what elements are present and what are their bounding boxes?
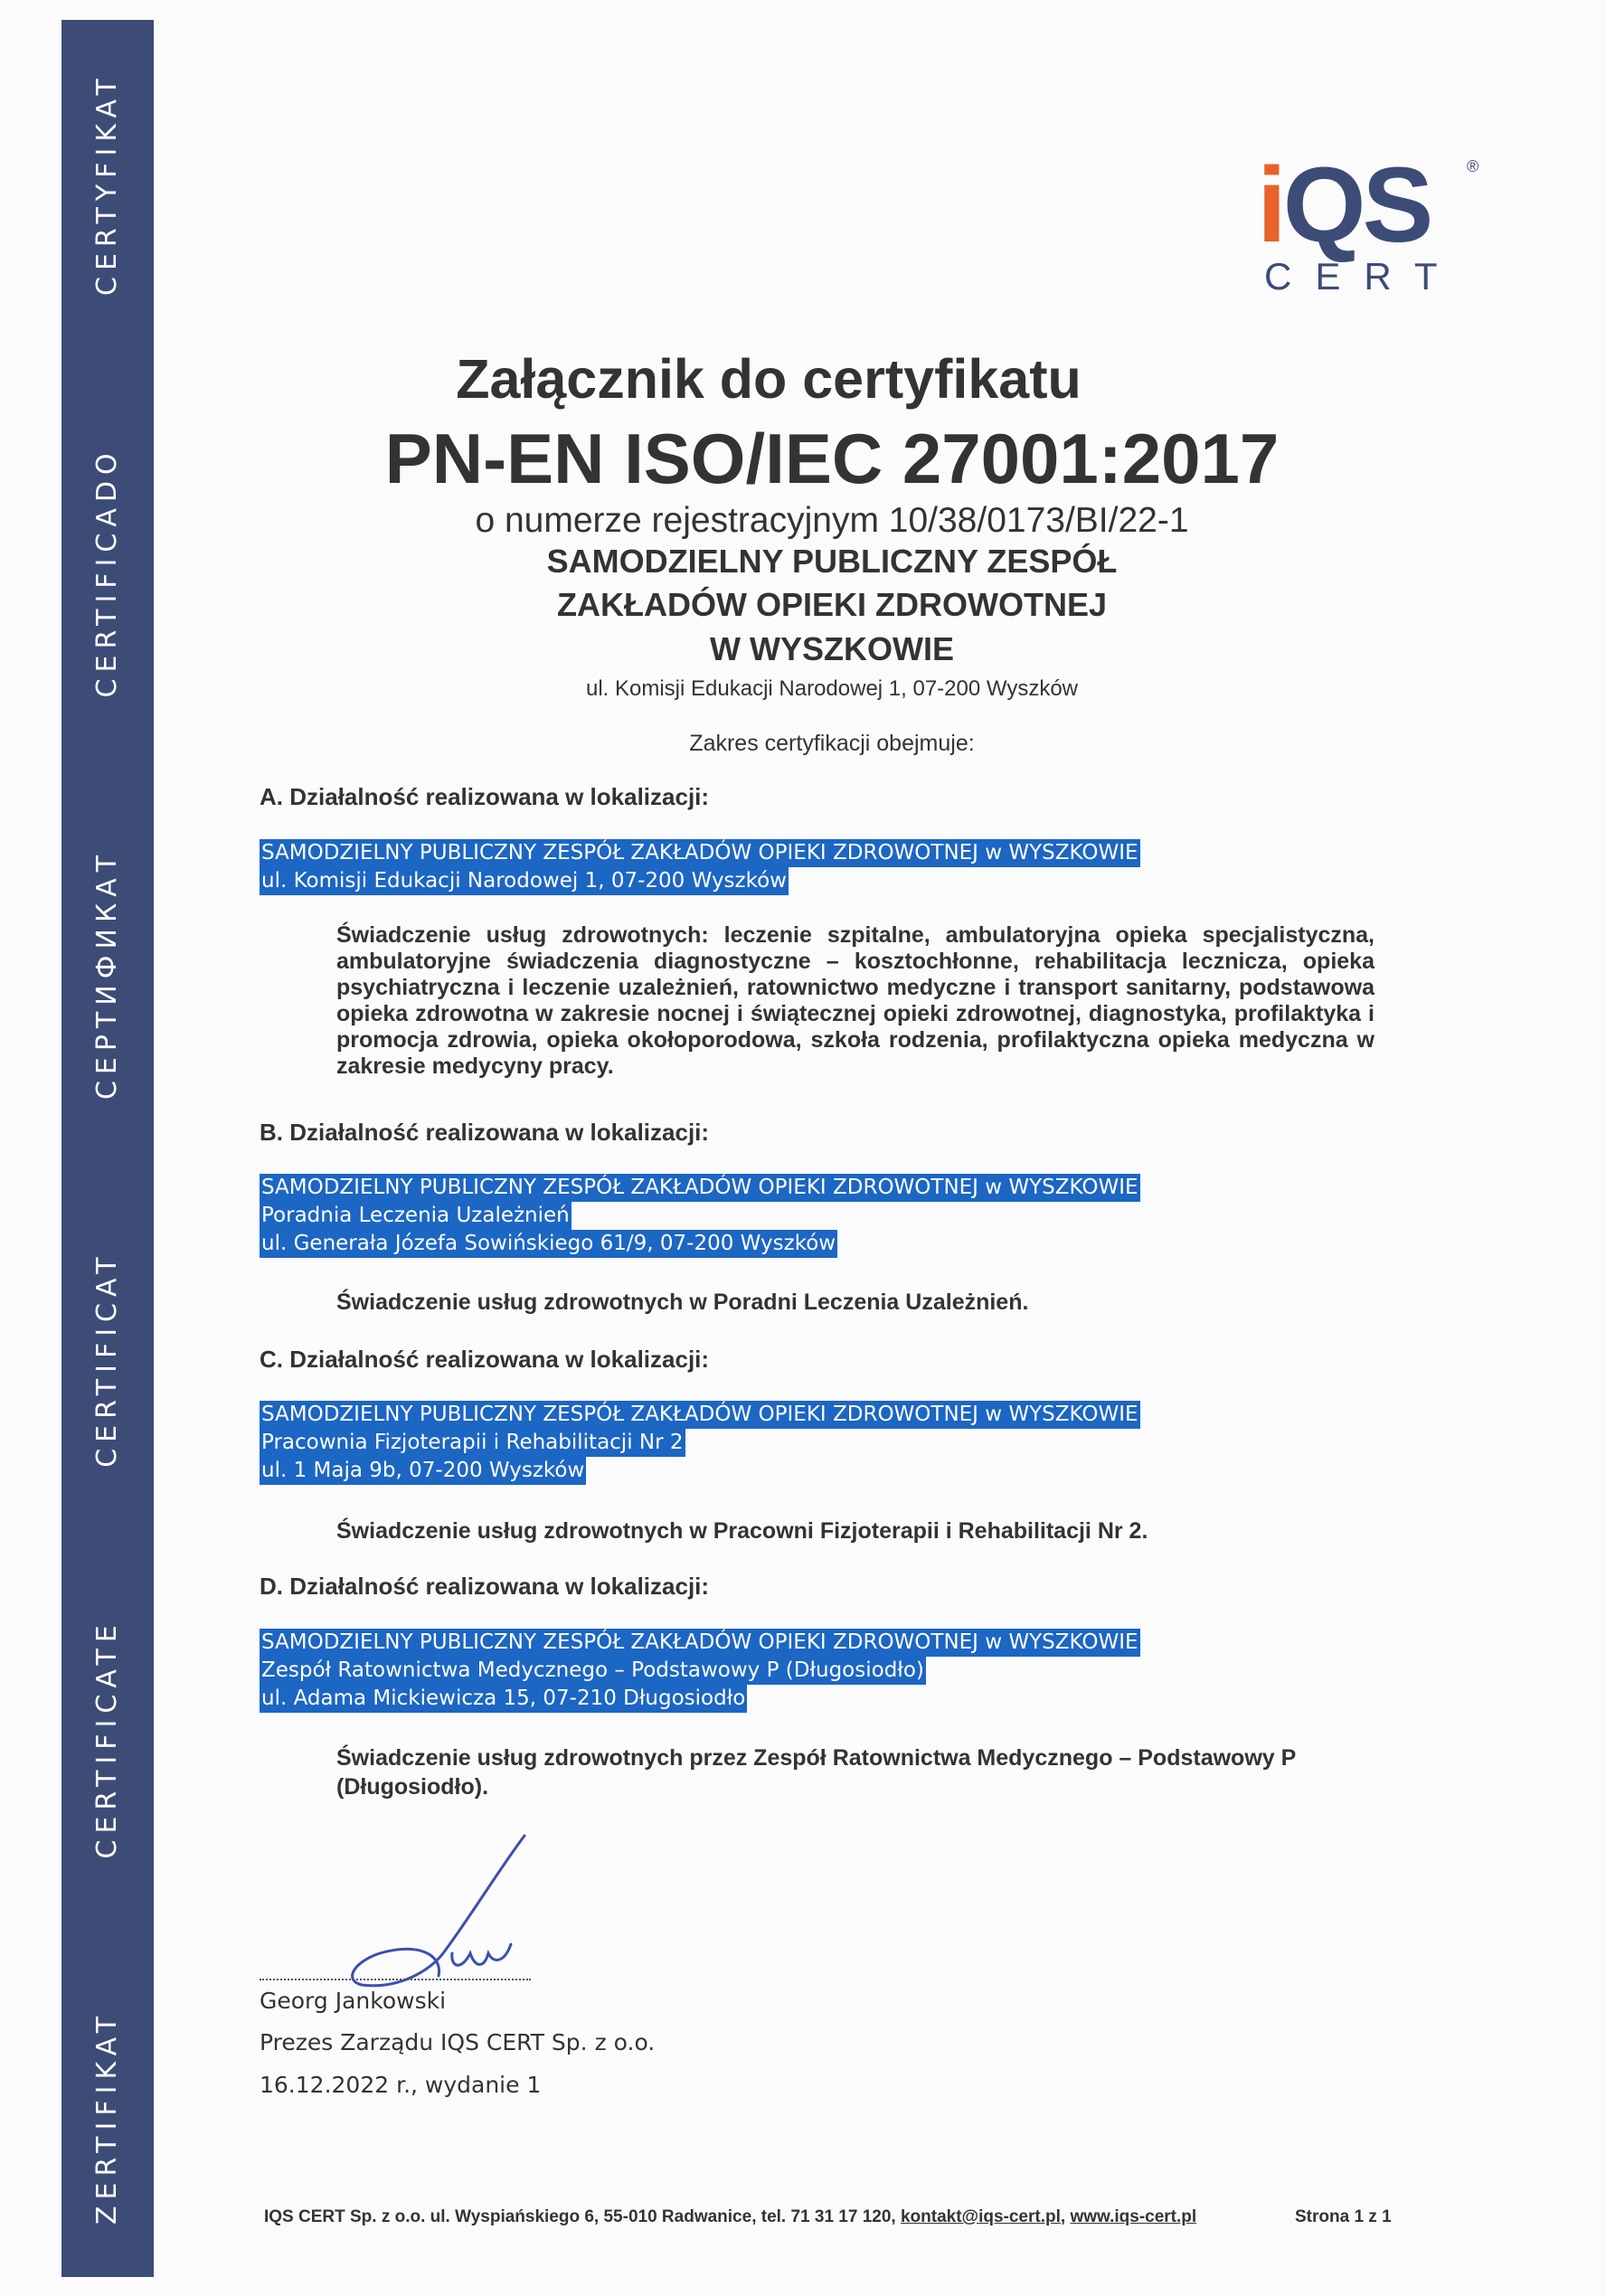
location-block-b bbox=[260, 1174, 1140, 1258]
location-line: ul. 1 Maja 9b, 07-200 Wyszków bbox=[260, 1457, 586, 1485]
sidebar-labels bbox=[80, 72, 135, 2225]
organization-address: ul. Komisji Edukacji Narodowej 1, 07-200 Wyszków bbox=[585, 676, 1078, 701]
sidebar-label: CERTIFICATE bbox=[91, 1619, 123, 1859]
logo-i: i bbox=[1257, 146, 1283, 265]
footer-website-link[interactable]: www.iqs-cert.pl bbox=[1070, 2207, 1197, 2226]
location-line: Zespół Ratownictwa Medycznego – Podstawowy P (Długosiodło) bbox=[260, 1657, 926, 1685]
footer-company: IQS CERT Sp. z o.o. ul. Wyspiańskiego 6, 55-010 Radwanice, tel. 71 31 17 120, bbox=[264, 2207, 896, 2226]
section-heading-a: A. Działalność realizowana w lokalizacji: bbox=[260, 783, 710, 810]
location-line: ul. Komisji Edukacji Narodowej 1, 07-200 Wyszków bbox=[260, 867, 789, 895]
footer-contact bbox=[264, 2207, 1196, 2227]
sidebar-label: СЕРТИФИКАТ bbox=[91, 848, 123, 1101]
iqs-cert-logo bbox=[1257, 146, 1479, 298]
registered-mark: ® bbox=[1467, 157, 1479, 175]
organization-name-line: SAMODZIELNY PUBLICZNY ZESPÓŁ bbox=[546, 543, 1118, 580]
location-line: Pracownia Fizjoterapii i Rehabilitacji Nr 2 bbox=[260, 1429, 685, 1457]
signer-role: Prezes Zarządu IQS CERT Sp. z o.o. bbox=[260, 2029, 656, 2055]
sidebar-label: ZERTIFIKAT bbox=[91, 2009, 123, 2225]
logo-mark bbox=[1257, 146, 1431, 265]
location-line: ul. Adama Mickiewicza 15, 07-210 Długosiodło bbox=[260, 1685, 747, 1713]
scope-intro: Zakres certyfikacji obejmuje: bbox=[689, 731, 975, 756]
signature-icon bbox=[344, 1818, 561, 1998]
sidebar-band bbox=[61, 20, 154, 2277]
location-block-a bbox=[260, 839, 1140, 895]
signer-name: Georg Jankowski bbox=[260, 1988, 447, 2014]
location-line: SAMODZIELNY PUBLICZNY ZESPÓŁ ZAKŁADÓW OPIEKI ZDROWOTNEJ w WYSZKOWIE bbox=[260, 839, 1140, 867]
footer-email-link[interactable]: kontakt@iqs-cert.pl bbox=[900, 2207, 1061, 2226]
location-block-d bbox=[260, 1629, 1140, 1713]
standard-title: PN-EN ISO/IEC 27001:2017 bbox=[384, 419, 1280, 498]
location-line: Poradnia Leczenia Uzależnień bbox=[260, 1202, 572, 1230]
sidebar-label: CERTYFIKAT bbox=[91, 72, 123, 296]
location-line: SAMODZIELNY PUBLICZNY ZESPÓŁ ZAKŁADÓW OPIEKI ZDROWOTNEJ w WYSZKOWIE bbox=[260, 1174, 1140, 1202]
issue-date: 16.12.2022 r., wydanie 1 bbox=[260, 2072, 542, 2098]
section-description-d: Świadczenie usług zdrowotnych przez Zespół Ratownictwa Medycznego – Podstawowy P bbox=[336, 1745, 1297, 1771]
location-line: SAMODZIELNY PUBLICZNY ZESPÓŁ ZAKŁADÓW OPIEKI ZDROWOTNEJ w WYSZKOWIE bbox=[260, 1401, 1140, 1429]
organization-name-line: W WYSZKOWIE bbox=[710, 630, 954, 667]
page-title: Załącznik do certyfikatu bbox=[456, 348, 1082, 410]
section-description-c: Świadczenie usług zdrowotnych w Pracowni Fizjoterapii i Rehabilitacji Nr 2. bbox=[336, 1518, 1148, 1544]
footer-separator: , bbox=[1060, 2207, 1066, 2226]
page-number: Strona 1 z 1 bbox=[1295, 2207, 1392, 2226]
section-heading-b: B. Działalność realizowana w lokalizacji: bbox=[260, 1119, 710, 1146]
section-description-a: Świadczenie usług zdrowotnych: leczenie szpitalne, ambulatoryjna opieka specjalistyczna, ambulatoryjne świadczenia diagnostyczne – kosztochłonne, rehabilitacja lecznicza, opieka psychiatryczna i leczenie uzależnień, ratownictwo medyczne i transport sanitarny, podstawowa opieka zdrowotna w zakresie nocnej i świątecznej opieki zdrowotnej, diagnostyka, profilaktyka i promocja zdrowia, opieka okołoporodowa, szkoła rodzenia, profilaktyczna opieka medyczna w zakresie medycyny pracy. bbox=[336, 922, 1375, 1079]
section-description-d-cont: (Długosiodło). bbox=[336, 1774, 489, 1800]
section-heading-d: D. Działalność realizowana w lokalizacji: bbox=[260, 1573, 710, 1600]
sidebar-label: CERTIFICAT bbox=[91, 1251, 123, 1468]
organization-name-line: ZAKŁADÓW OPIEKI ZDROWOTNEJ bbox=[557, 586, 1107, 623]
section-description-b: Świadczenie usług zdrowotnych w Poradni Leczenia Uzależnień. bbox=[336, 1290, 1029, 1315]
logo-cert-text: CERT bbox=[1264, 255, 1461, 298]
logo-qs: QS bbox=[1282, 146, 1431, 265]
location-line: ul. Generała Józefa Sowińskiego 61/9, 07-200 Wyszków bbox=[260, 1230, 837, 1258]
signature-line bbox=[260, 1979, 531, 1980]
location-block-c bbox=[260, 1401, 1140, 1485]
sidebar-label: CERTIFICADO bbox=[91, 447, 123, 698]
location-line: SAMODZIELNY PUBLICZNY ZESPÓŁ ZAKŁADÓW OPIEKI ZDROWOTNEJ w WYSZKOWIE bbox=[260, 1629, 1140, 1657]
section-heading-c: C. Działalność realizowana w lokalizacji: bbox=[260, 1346, 710, 1373]
registration-number: o numerze rejestracyjnym 10/38/0173/BI/22-1 bbox=[475, 501, 1189, 540]
